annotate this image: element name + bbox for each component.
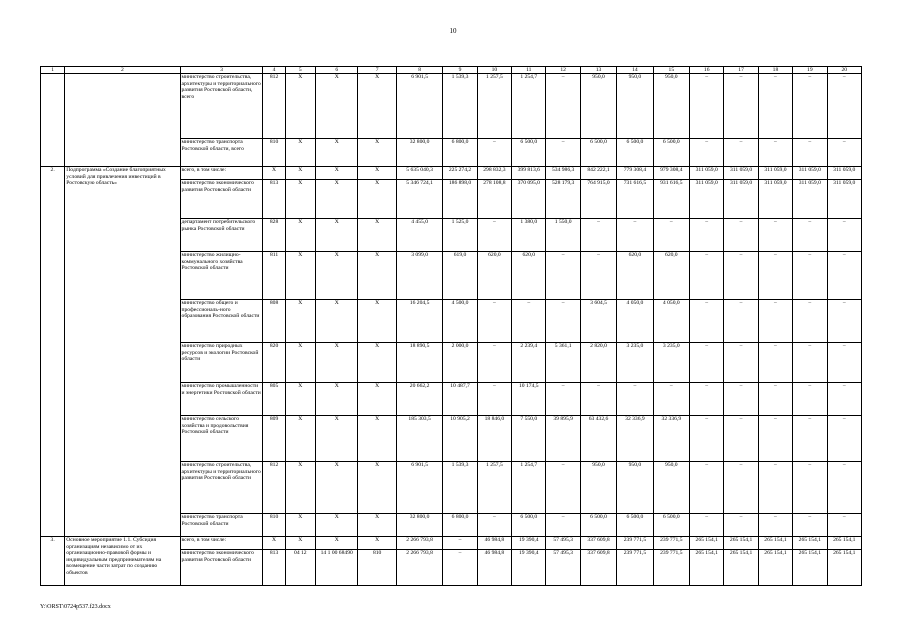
value-cell: 337 609,8 xyxy=(580,550,616,586)
value-cell: – xyxy=(617,219,653,252)
value-cell: – xyxy=(793,343,827,383)
value-cell: 1 550,0 xyxy=(546,219,580,252)
value-cell: – xyxy=(827,219,861,252)
value-cell: 63 432,6 xyxy=(580,416,616,462)
executor-cell: министерство экономического развития Ростовской области xyxy=(180,180,263,219)
value-cell: 1 539,3 xyxy=(443,462,477,514)
value-cell: 528 179,3 xyxy=(546,180,580,219)
column-number: 4 xyxy=(263,67,285,74)
code-cell: 04 12 xyxy=(285,550,315,586)
value-cell: – xyxy=(724,514,758,537)
value-cell: 19 390,4 xyxy=(512,550,546,586)
column-number: 17 xyxy=(724,67,758,74)
executor-cell: департамент потребительского рынка Ростовской области xyxy=(180,219,263,252)
value-cell: – xyxy=(580,383,616,416)
column-number: 13 xyxy=(580,67,616,74)
code-cell: X xyxy=(358,383,396,416)
value-cell: 4 455,0 xyxy=(396,219,443,252)
table-row xyxy=(41,74,862,139)
value-cell: 311 059,0 xyxy=(793,180,827,219)
executor-cell: министерство жилищно-коммунального хозяйства Ростовской области xyxy=(180,252,263,300)
column-number: 11 xyxy=(512,67,546,74)
value-cell: 57 495,3 xyxy=(546,550,580,586)
code-cell: X xyxy=(285,537,315,550)
code-cell: 813 xyxy=(263,180,285,219)
value-cell: 764 915,0 xyxy=(580,180,616,219)
value-cell: 620,0 xyxy=(477,252,511,300)
value-cell: 3 235,0 xyxy=(617,343,653,383)
value-cell: 7 550,0 xyxy=(512,416,546,462)
value-cell: – xyxy=(758,219,792,252)
value-cell: 620,0 xyxy=(617,252,653,300)
value-cell: 950,0 xyxy=(580,462,616,514)
value-cell: – xyxy=(690,514,724,537)
value-cell: 311 059,0 xyxy=(724,180,758,219)
value-cell: 265 154,1 xyxy=(793,537,827,550)
column-number: 7 xyxy=(358,67,396,74)
code-cell: X xyxy=(315,74,357,139)
value-cell: 311 059,0 xyxy=(758,167,792,180)
value-cell: 265 154,1 xyxy=(690,550,724,586)
value-cell: 265 154,1 xyxy=(827,537,861,550)
value-cell: – xyxy=(793,219,827,252)
value-cell: 3 604,5 xyxy=(580,300,616,343)
value-cell: – xyxy=(546,462,580,514)
code-cell: X xyxy=(315,252,357,300)
value-cell: – xyxy=(827,514,861,537)
value-cell: 6 500,0 xyxy=(580,514,616,537)
program-name: Основное мероприятие 1.1. Субсидия организациям независимо от их организационно-правовой формы и индивидуальным предпринимателям на возмещение части затрат по созданию объектов xyxy=(65,537,180,586)
code-cell: X xyxy=(358,219,396,252)
value-cell: 6 500,0 xyxy=(617,514,653,537)
value-cell: – xyxy=(653,383,689,416)
code-cell: 14 1 00 68490 xyxy=(315,550,357,586)
value-cell: 6 500,0 xyxy=(653,514,689,537)
code-cell: X xyxy=(358,74,396,139)
code-cell: 812 xyxy=(263,462,285,514)
value-cell: 265 154,1 xyxy=(690,537,724,550)
code-cell: X xyxy=(358,300,396,343)
value-cell: 3 099,0 xyxy=(396,252,443,300)
column-number: 20 xyxy=(827,67,861,74)
column-number: 3 xyxy=(180,67,263,74)
value-cell: 225 274,2 xyxy=(443,167,477,180)
column-number: 9 xyxy=(443,67,477,74)
value-cell: 311 059,0 xyxy=(827,167,861,180)
value-cell: 370 095,0 xyxy=(512,180,546,219)
value-cell: – xyxy=(724,383,758,416)
value-cell: – xyxy=(690,139,724,167)
executor-cell: министерство строительства, архитектуры и территориального развития Ростовской области, всего xyxy=(180,74,263,139)
value-cell: 337 609,8 xyxy=(580,537,616,550)
code-cell: X xyxy=(263,167,285,180)
code-cell: X xyxy=(285,416,315,462)
value-cell: 32 800,0 xyxy=(396,139,443,167)
value-cell: – xyxy=(690,383,724,416)
value-cell: 16 204,5 xyxy=(396,300,443,343)
value-cell: – xyxy=(793,252,827,300)
value-cell: – xyxy=(724,219,758,252)
value-cell: – xyxy=(827,139,861,167)
value-cell: – xyxy=(546,300,580,343)
program-name xyxy=(65,74,180,167)
value-cell: – xyxy=(546,252,580,300)
code-cell: X xyxy=(315,300,357,343)
value-cell: – xyxy=(758,74,792,139)
table-row xyxy=(41,167,862,180)
code-cell: X xyxy=(315,383,357,416)
value-cell: – xyxy=(758,416,792,462)
value-cell: 4 050,0 xyxy=(617,300,653,343)
value-cell: 1 539,3 xyxy=(443,74,477,139)
value-cell: 6 500,0 xyxy=(580,139,616,167)
value-cell: – xyxy=(758,252,792,300)
code-cell: X xyxy=(315,514,357,537)
code-cell: X xyxy=(315,219,357,252)
value-cell: – xyxy=(443,537,477,550)
code-cell: X xyxy=(285,252,315,300)
value-cell: 1 257,5 xyxy=(477,462,511,514)
value-cell: 6 500,0 xyxy=(617,139,653,167)
value-cell: 239 771,5 xyxy=(653,537,689,550)
executor-cell: министерство промышленности и энергетики Ростовской области xyxy=(180,383,263,416)
column-number: 5 xyxy=(285,67,315,74)
value-cell: 298 832,3 xyxy=(477,167,511,180)
value-cell: – xyxy=(477,383,511,416)
value-cell: 10 487,7 xyxy=(443,383,477,416)
code-cell: X xyxy=(358,252,396,300)
value-cell: – xyxy=(477,300,511,343)
code-cell: X xyxy=(358,167,396,180)
value-cell: – xyxy=(724,252,758,300)
value-cell: – xyxy=(827,383,861,416)
code-cell: X xyxy=(285,219,315,252)
value-cell: – xyxy=(724,343,758,383)
value-cell: – xyxy=(546,383,580,416)
value-cell: 19 390,4 xyxy=(512,537,546,550)
value-cell: 731 616,5 xyxy=(617,180,653,219)
value-cell: 6 800,0 xyxy=(443,139,477,167)
value-cell: – xyxy=(758,139,792,167)
column-number: 18 xyxy=(758,67,792,74)
executor-cell: министерство природных ресурсов и экологии Ростовской области xyxy=(180,343,263,383)
code-cell: 808 xyxy=(263,300,285,343)
value-cell: – xyxy=(690,219,724,252)
executor-cell: министерство сельского хозяйства и продовольствия Ростовской области xyxy=(180,416,263,462)
value-cell: 39 895,9 xyxy=(546,416,580,462)
value-cell: 265 154,1 xyxy=(827,550,861,586)
value-cell: 931 616,5 xyxy=(653,180,689,219)
value-cell: 10 905,2 xyxy=(443,416,477,462)
value-cell: 311 059,0 xyxy=(758,180,792,219)
value-cell: 779 308,4 xyxy=(617,167,653,180)
value-cell: 185 303,5 xyxy=(396,416,443,462)
code-cell: X xyxy=(358,416,396,462)
value-cell: 2 266 793,8 xyxy=(396,550,443,586)
value-cell: 32 336,9 xyxy=(653,416,689,462)
code-cell: X xyxy=(315,139,357,167)
value-cell: 239 771,5 xyxy=(617,550,653,586)
code-cell: X xyxy=(315,537,357,550)
value-cell: – xyxy=(724,416,758,462)
value-cell: 1 525,0 xyxy=(443,219,477,252)
value-cell: – xyxy=(690,416,724,462)
value-cell: 620,0 xyxy=(512,252,546,300)
value-cell: 265 154,1 xyxy=(724,550,758,586)
value-cell: 278 108,8 xyxy=(477,180,511,219)
value-cell: 6 500,0 xyxy=(512,139,546,167)
value-cell: 311 059,0 xyxy=(724,167,758,180)
value-cell: – xyxy=(827,252,861,300)
column-number: 14 xyxy=(617,67,653,74)
value-cell: 4 050,0 xyxy=(653,300,689,343)
value-cell: 399 813,6 xyxy=(512,167,546,180)
value-cell: 10 174,5 xyxy=(512,383,546,416)
code-cell: X xyxy=(285,180,315,219)
row-number: 2. xyxy=(41,167,65,537)
code-cell: X xyxy=(285,139,315,167)
value-cell: 46 984,8 xyxy=(477,537,511,550)
value-cell: – xyxy=(690,300,724,343)
executor-cell: всего, в том числе: xyxy=(180,537,263,550)
value-cell: 239 771,5 xyxy=(653,550,689,586)
file-path-footer: Y:\ORST\0724p537.f23.docx xyxy=(40,604,111,610)
code-cell: X xyxy=(285,300,315,343)
value-cell: – xyxy=(758,462,792,514)
column-number: 15 xyxy=(653,67,689,74)
executor-cell: министерство экономического развития Ростовской области xyxy=(180,550,263,586)
value-cell: 4 500,0 xyxy=(443,300,477,343)
code-cell: 810 xyxy=(263,514,285,537)
value-cell: 186 898,0 xyxy=(443,180,477,219)
value-cell: 46 984,8 xyxy=(477,550,511,586)
value-cell: 950,0 xyxy=(580,74,616,139)
value-cell: – xyxy=(617,383,653,416)
column-number: 2 xyxy=(65,67,180,74)
value-cell: 6 901,5 xyxy=(396,462,443,514)
value-cell: – xyxy=(793,514,827,537)
value-cell: – xyxy=(724,139,758,167)
value-cell: 619,0 xyxy=(443,252,477,300)
column-number: 12 xyxy=(546,67,580,74)
column-number: 19 xyxy=(793,67,827,74)
value-cell: – xyxy=(477,343,511,383)
value-cell: – xyxy=(477,514,511,537)
value-cell: 2 000,0 xyxy=(443,343,477,383)
value-cell: 32 800,0 xyxy=(396,514,443,537)
value-cell: – xyxy=(580,252,616,300)
value-cell: – xyxy=(546,514,580,537)
code-cell: 828 xyxy=(263,219,285,252)
value-cell: 950,0 xyxy=(617,74,653,139)
value-cell: 5 346 724,1 xyxy=(396,180,443,219)
code-cell: X xyxy=(315,180,357,219)
value-cell: 265 154,1 xyxy=(793,550,827,586)
value-cell: 311 059,0 xyxy=(793,167,827,180)
code-cell: X xyxy=(358,537,396,550)
column-number: 10 xyxy=(477,67,511,74)
page-number: 10 xyxy=(449,27,457,35)
value-cell: – xyxy=(793,300,827,343)
value-cell: 950,0 xyxy=(653,462,689,514)
value-cell: – xyxy=(793,139,827,167)
executor-cell: министерство транспорта Ростовской области xyxy=(180,514,263,537)
code-cell: 811 xyxy=(263,252,285,300)
value-cell: 18 846,0 xyxy=(477,416,511,462)
code-cell: X xyxy=(285,383,315,416)
value-cell: – xyxy=(477,139,511,167)
value-cell: 311 059,0 xyxy=(690,180,724,219)
value-cell: – xyxy=(477,219,511,252)
value-cell: – xyxy=(827,416,861,462)
value-cell: 5 361,1 xyxy=(546,343,580,383)
value-cell: – xyxy=(793,462,827,514)
code-cell: X xyxy=(315,167,357,180)
value-cell: 1 254,7 xyxy=(512,462,546,514)
value-cell: – xyxy=(443,550,477,586)
value-cell: – xyxy=(546,139,580,167)
value-cell: – xyxy=(758,514,792,537)
value-cell: 265 154,1 xyxy=(758,550,792,586)
value-cell: 265 154,1 xyxy=(724,537,758,550)
value-cell: 5 635 040,3 xyxy=(396,167,443,180)
code-cell: X xyxy=(263,537,285,550)
value-cell: 18 890,5 xyxy=(396,343,443,383)
value-cell: – xyxy=(690,462,724,514)
value-cell: 57 495,3 xyxy=(546,537,580,550)
value-cell: 239 771,5 xyxy=(617,537,653,550)
executor-cell: министерство транспорта Ростовской области, всего xyxy=(180,139,263,167)
value-cell: 6 500,0 xyxy=(512,514,546,537)
column-number: 8 xyxy=(396,67,443,74)
value-cell: 20 662,2 xyxy=(396,383,443,416)
code-cell: X xyxy=(285,514,315,537)
value-cell: 6 901,5 xyxy=(396,74,443,139)
value-cell: – xyxy=(690,252,724,300)
value-cell: 1 254,7 xyxy=(512,74,546,139)
code-cell: X xyxy=(315,462,357,514)
column-number: 1 xyxy=(41,67,65,74)
value-cell: – xyxy=(793,74,827,139)
value-cell: – xyxy=(690,343,724,383)
code-cell: X xyxy=(315,343,357,383)
column-number: 16 xyxy=(690,67,724,74)
value-cell: – xyxy=(758,383,792,416)
row-number xyxy=(41,74,65,167)
budget-table xyxy=(40,66,862,586)
code-cell: X xyxy=(315,416,357,462)
value-cell: 620,0 xyxy=(653,252,689,300)
value-cell: 534 986,3 xyxy=(546,167,580,180)
value-cell: – xyxy=(758,300,792,343)
executor-cell: министерство общего и профессиональ-ного образования Ростовской области xyxy=(180,300,263,343)
value-cell: – xyxy=(793,383,827,416)
code-cell: 805 xyxy=(263,383,285,416)
value-cell: – xyxy=(512,300,546,343)
value-cell: 265 154,1 xyxy=(758,537,792,550)
code-cell: X xyxy=(358,180,396,219)
value-cell: – xyxy=(724,462,758,514)
value-cell: 2 820,0 xyxy=(580,343,616,383)
executor-cell: всего, в том числе: xyxy=(180,167,263,180)
value-cell: – xyxy=(827,343,861,383)
value-cell: – xyxy=(724,74,758,139)
value-cell: 1 380,0 xyxy=(512,219,546,252)
value-cell: – xyxy=(827,74,861,139)
code-cell: 809 xyxy=(263,416,285,462)
value-cell: 2 239,4 xyxy=(512,343,546,383)
value-cell: – xyxy=(724,300,758,343)
code-cell: X xyxy=(358,139,396,167)
table-row xyxy=(41,537,862,550)
value-cell: – xyxy=(827,300,861,343)
value-cell: 32 336,9 xyxy=(617,416,653,462)
value-cell: – xyxy=(827,462,861,514)
value-cell: 3 235,0 xyxy=(653,343,689,383)
code-cell: X xyxy=(285,462,315,514)
value-cell: 2 266 793,8 xyxy=(396,537,443,550)
program-name: Подпрограмма «Создание благоприятных условий для привлечения инвестиций в Ростовскую область» xyxy=(65,167,180,537)
code-cell: 810 xyxy=(358,550,396,586)
column-number: 6 xyxy=(315,67,357,74)
code-cell: 820 xyxy=(263,343,285,383)
value-cell: 1 257,5 xyxy=(477,74,511,139)
value-cell: – xyxy=(580,219,616,252)
value-cell: – xyxy=(690,74,724,139)
value-cell: 311 059,0 xyxy=(827,180,861,219)
column-number-row xyxy=(41,67,862,74)
row-number: 3. xyxy=(41,537,65,586)
code-cell: 810 xyxy=(263,139,285,167)
value-cell: 842 222,1 xyxy=(580,167,616,180)
code-cell: X xyxy=(285,167,315,180)
value-cell: 6 800,0 xyxy=(443,514,477,537)
value-cell: – xyxy=(758,343,792,383)
value-cell: 950,0 xyxy=(653,74,689,139)
code-cell: X xyxy=(358,462,396,514)
code-cell: X xyxy=(358,343,396,383)
code-cell: X xyxy=(285,343,315,383)
value-cell: – xyxy=(653,219,689,252)
code-cell: X xyxy=(285,74,315,139)
value-cell: – xyxy=(546,74,580,139)
value-cell: 979 308,4 xyxy=(653,167,689,180)
code-cell: X xyxy=(358,514,396,537)
code-cell: 812 xyxy=(263,74,285,139)
executor-cell: министерство строительства, архитектуры и территориального развития Ростовской области xyxy=(180,462,263,514)
value-cell: – xyxy=(793,416,827,462)
value-cell: 6 500,0 xyxy=(653,139,689,167)
value-cell: 311 059,0 xyxy=(690,167,724,180)
code-cell: 813 xyxy=(263,550,285,586)
value-cell: 950,0 xyxy=(617,462,653,514)
